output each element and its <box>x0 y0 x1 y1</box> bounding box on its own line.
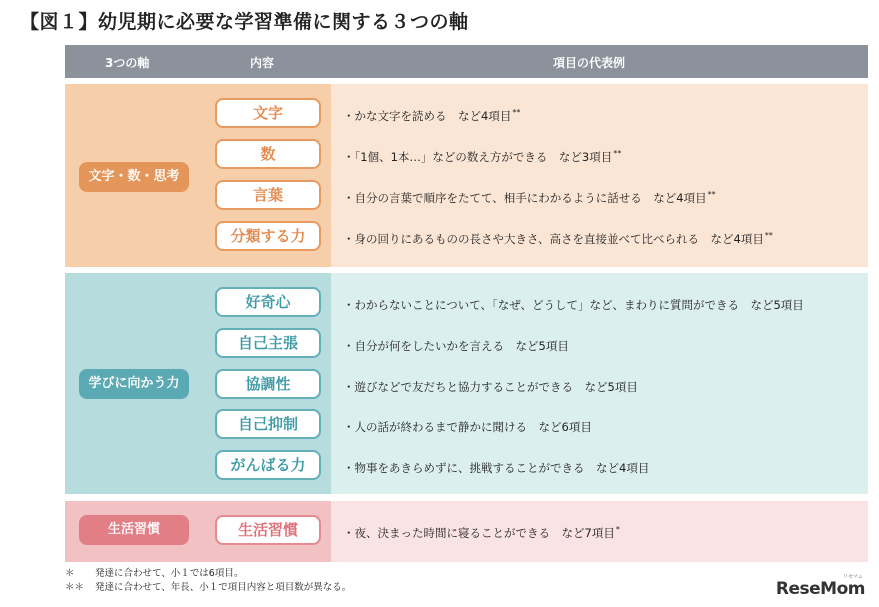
group-literacy-numeracy <box>65 84 868 267</box>
resemom-logo: リセマム ReseMom <box>775 574 865 599</box>
footnote: ＊ 発達に合わせて、小１では6項目。 <box>65 568 244 579</box>
item-description: ・「1個、1本…」などの数え方ができる など3項目** <box>343 149 622 164</box>
item-description: ・かな文字を読める など4項目** <box>343 108 521 123</box>
header-examples: 項目の代表例 <box>553 56 626 70</box>
item-description: ・人の話が終わるまで静かに聞ける など6項目 <box>343 420 592 434</box>
item-badge: がんばる力 <box>215 450 321 480</box>
item-badge: 自己抑制 <box>215 409 321 439</box>
item-description: ・わからないことについて、「なぜ、どうして」など、まわりに質問ができる など5項目 <box>343 298 804 312</box>
item-badge: 好奇心 <box>215 287 321 317</box>
page-title: 【図１】幼児期に必要な学習準備に関する３つの軸 <box>20 11 469 33</box>
footnote: ＊＊ 発達に合わせて、年長、小１で項目内容と項目数が異なる。 <box>65 582 352 593</box>
header-axis: 3つの軸 <box>105 56 150 70</box>
item-description: ・遊びなどで友だちと協力することができる など5項目 <box>343 380 638 394</box>
item-badge: 文字 <box>215 98 321 128</box>
axis-badge: 学びに向かう力 <box>79 369 189 399</box>
item-description: ・自分の言葉で順序をたてて、相手にわかるように話せる など4項目** <box>343 190 716 205</box>
item-badge: 生活習慣 <box>215 515 321 545</box>
axis-badge: 文字・数・思考 <box>79 162 189 192</box>
item-badge: 自己主張 <box>215 328 321 358</box>
group-daily-habits <box>65 501 868 562</box>
item-description: ・夜、決まった時間に寝ることができる など7項目* <box>343 525 620 540</box>
item-badge: 数 <box>215 139 321 169</box>
item-description: ・物事をあきらめずに、挑戦することができる など4項目 <box>343 461 650 475</box>
footnotes <box>65 567 351 595</box>
axis-badge: 生活習慣 <box>79 515 189 545</box>
item-description: ・自分が何をしたいかを言える など5項目 <box>343 339 569 353</box>
header-content: 内容 <box>250 56 275 70</box>
item-badge: 分類する力 <box>215 221 321 251</box>
item-badge: 協調性 <box>215 369 321 399</box>
table-header <box>65 45 868 78</box>
group-learning-attitude <box>65 273 868 494</box>
item-description: ・身の回りにあるものの長さや大きさ、高さを直接並べて比べられる など4項目** <box>343 231 773 246</box>
item-badge: 言葉 <box>215 180 321 210</box>
